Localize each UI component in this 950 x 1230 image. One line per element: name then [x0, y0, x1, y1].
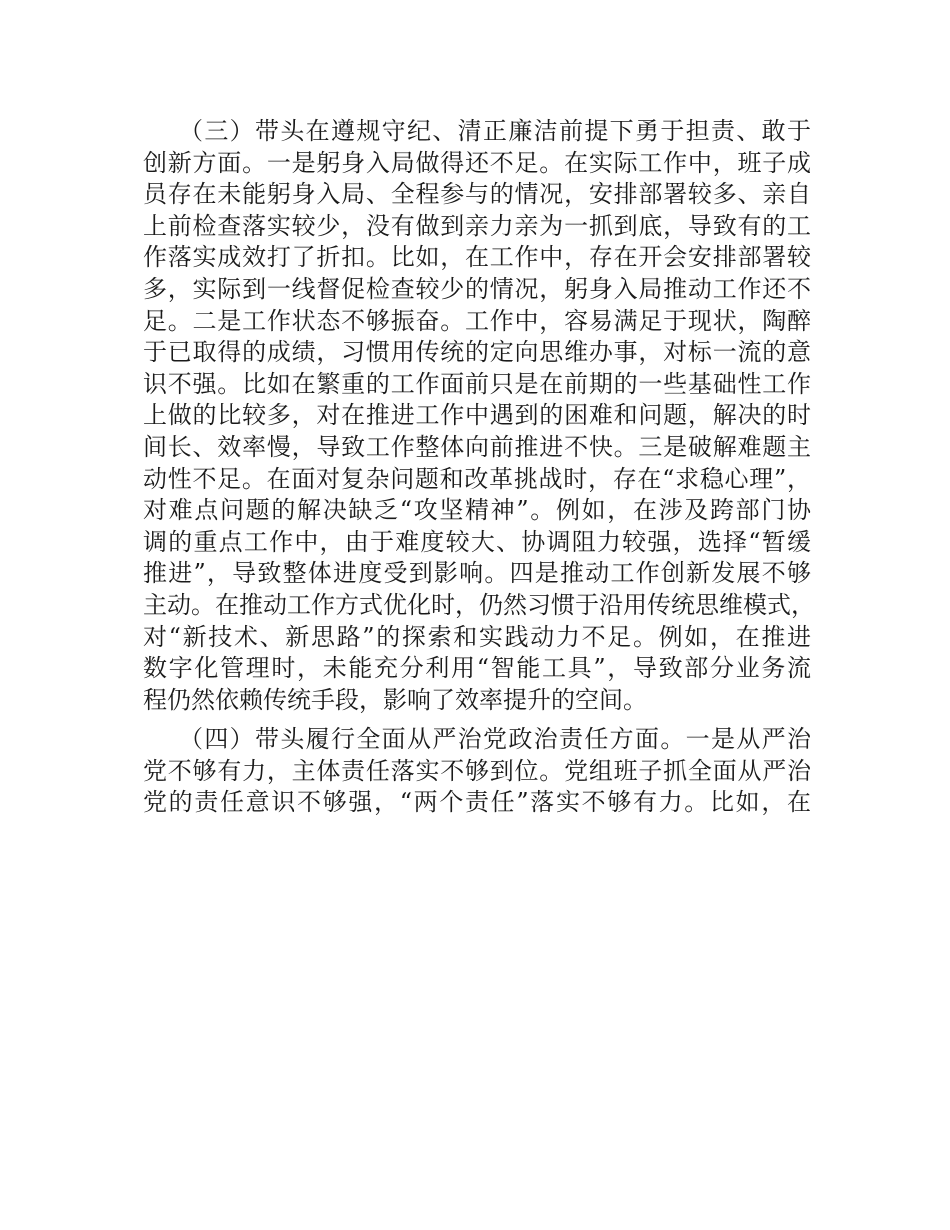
text-line: 上做的比较多，对在推进工作中遇到的困难和问题，解决的时	[143, 401, 811, 430]
text-line: 党不够有力，主体责任落实不够到位。党组班子抓全面从严治	[143, 756, 811, 785]
text-line: 程仍然依赖传统手段，影响了效率提升的空间。	[143, 685, 647, 714]
text-line: 动性不足。在面对复杂问题和改革挑战时，存在“求稳心理”，	[143, 464, 811, 493]
text-line: （四）带头履行全面从严治党政治责任方面。一是从严治	[179, 725, 811, 754]
text-line: 识不强。比如在繁重的工作面前只是在前期的一些基础性工作	[143, 369, 811, 398]
document-body	[143, 116, 815, 819]
text-line: 党的责任意识不够强，“两个责任”落实不够有力。比如，在	[143, 788, 811, 817]
text-line: 数字化管理时，未能充分利用“智能工具”，导致部分业务流	[143, 654, 811, 683]
text-line: 调的重点工作中，由于难度较大、协调阻力较强，选择“暂缓	[143, 527, 811, 556]
text-line: 足。二是工作状态不够振奋。工作中，容易满足于现状，陶醉	[143, 306, 811, 335]
text-line: 创新方面。一是躬身入局做得还不足。在实际工作中，班子成	[143, 148, 811, 177]
text-line: 对“新技术、新思路”的探索和实践动力不足。例如，在推进	[143, 622, 811, 651]
text-line: 间长、效率慢，导致工作整体向前推进不快。三是破解难题主	[143, 432, 811, 461]
text-line: 主动。在推动工作方式优化时，仍然习惯于沿用传统思维模式，	[143, 590, 815, 619]
text-line: 员存在未能躬身入局、全程参与的情况，安排部署较多、亲自	[143, 180, 811, 209]
text-line: 作落实成效打了折扣。比如，在工作中，存在开会安排部署较	[143, 243, 811, 272]
text-line: 于已取得的成绩，习惯用传统的定向思维办事，对标一流的意	[143, 338, 811, 367]
paragraph-gap	[143, 716, 811, 724]
paragraph-section-4	[143, 724, 811, 819]
text-line: 多，实际到一线督促检查较少的情况，躬身入局推动工作还不	[143, 274, 811, 303]
text-line: 对难点问题的解决缺乏“攻坚精神”。例如，在涉及跨部门协	[143, 496, 811, 525]
text-line: 推进”，导致整体进度受到影响。四是推动工作创新发展不够	[143, 559, 811, 588]
text-line: 上前检查落实较少，没有做到亲力亲为一抓到底，导致有的工	[143, 211, 811, 240]
text-line: （三）带头在遵规守纪、清正廉洁前提下勇于担责、敢于	[179, 117, 811, 145]
paragraph-section-3	[143, 116, 815, 716]
